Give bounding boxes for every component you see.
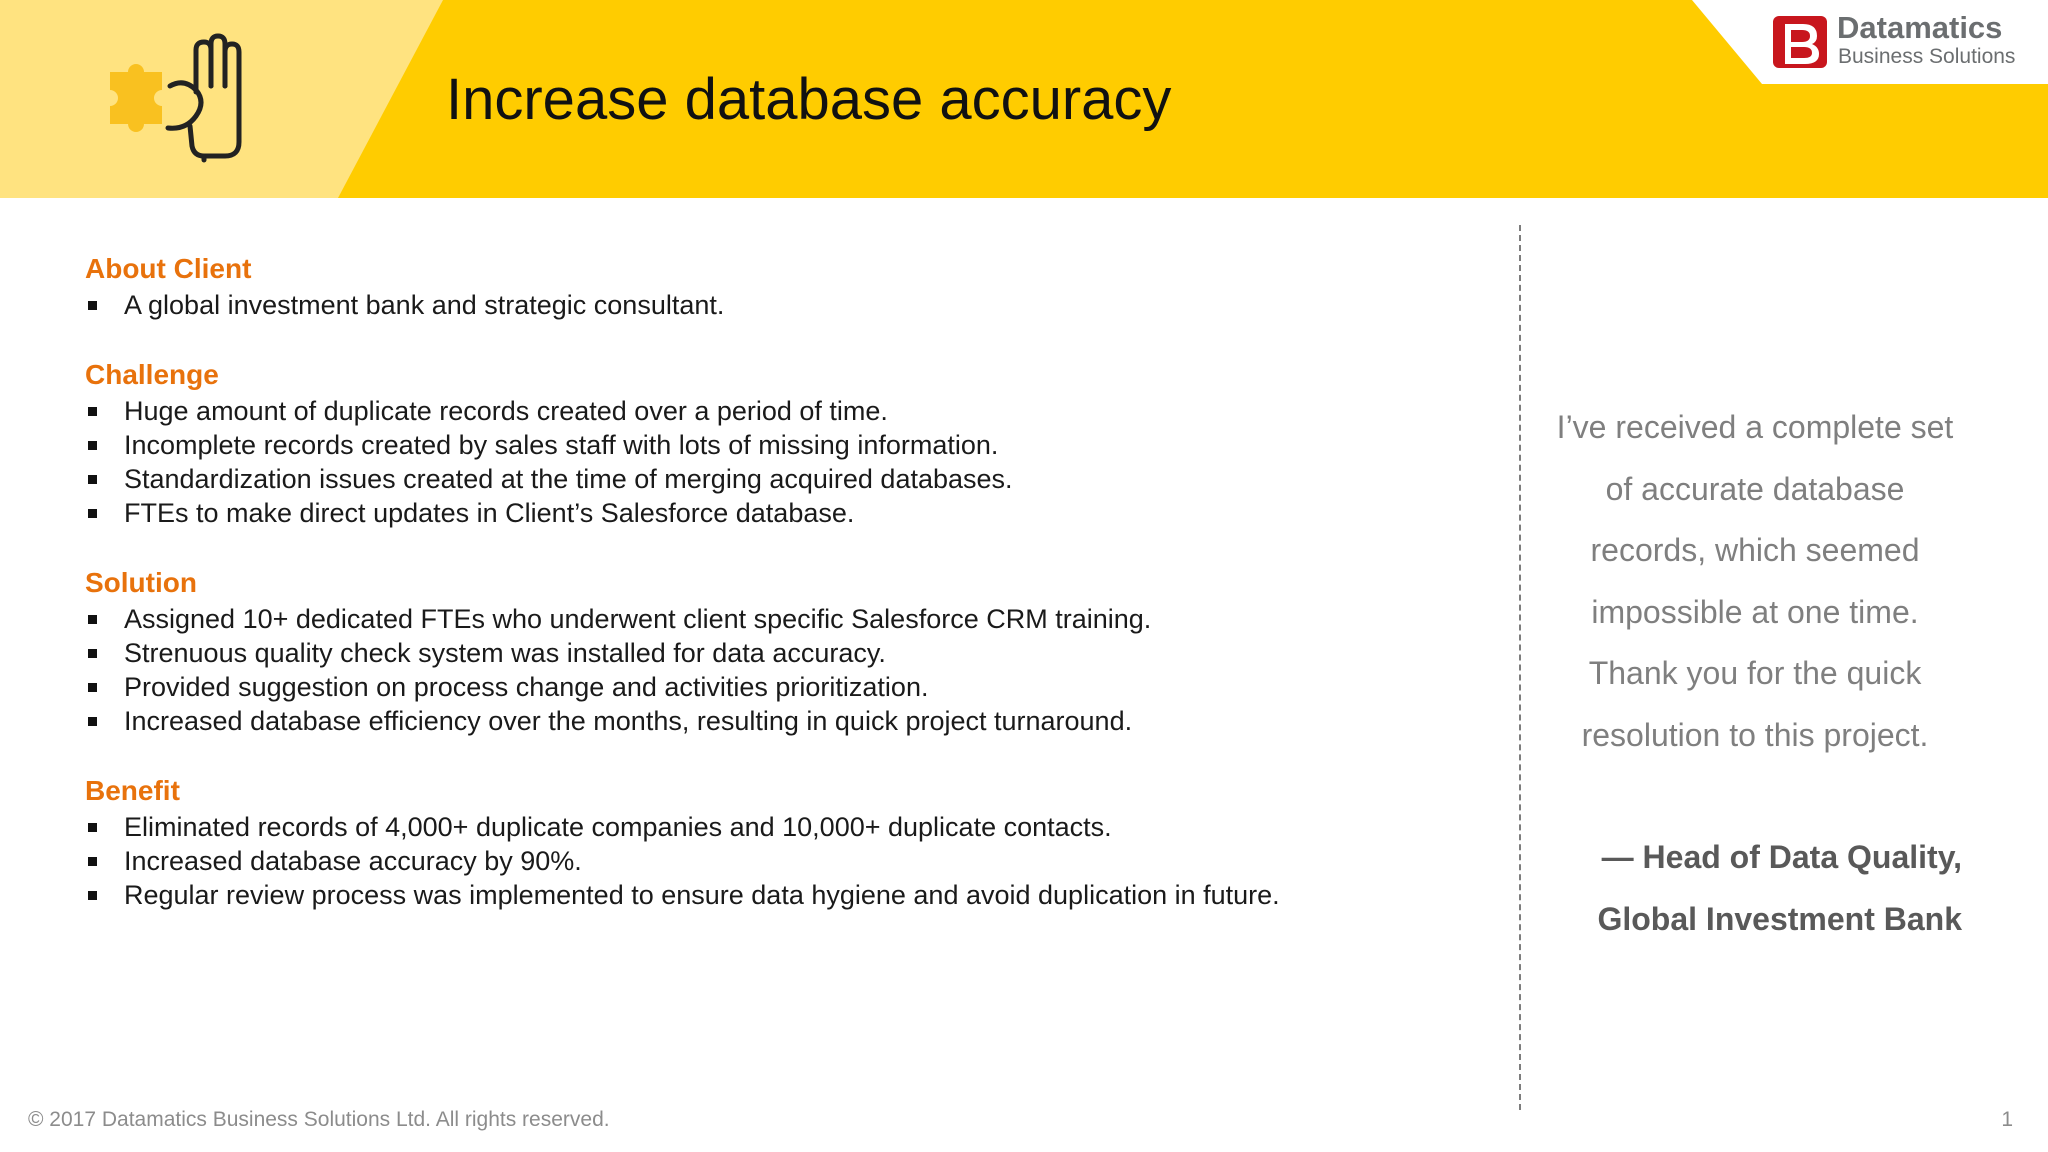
bullet-item: Huge amount of duplicate records created over a period of time. bbox=[85, 394, 1445, 428]
logo-name: Datamatics bbox=[1837, 10, 2003, 45]
bullet-item: Increased database efficiency over the months, resulting in quick project turnaround. bbox=[85, 704, 1445, 738]
section-heading: Benefit bbox=[85, 775, 180, 806]
bullet-item: Provided suggestion on process change and activities prioritization. bbox=[85, 670, 1445, 704]
quote-line: resolution to this project. bbox=[1581, 716, 1929, 753]
case-study-content bbox=[85, 250, 1445, 946]
bullet-item: Incomplete records created by sales staff with lots of missing information. bbox=[85, 428, 1445, 462]
section-benefit bbox=[85, 772, 1445, 912]
section-challenge bbox=[85, 356, 1445, 530]
attribution-line: Global Investment Bank bbox=[1597, 901, 1962, 937]
company-logo bbox=[1692, 0, 2048, 84]
page-title: Increase database accuracy bbox=[446, 67, 1172, 132]
hand-puzzle-icon bbox=[100, 30, 250, 170]
testimonial-quote bbox=[1530, 397, 1980, 766]
bullet-list bbox=[85, 810, 1445, 912]
quote-line: I’ve received a complete set bbox=[1556, 409, 1954, 445]
quote-line: impossible at one time. bbox=[1591, 593, 1919, 630]
bullet-item: Standardization issues created at the time of merging acquired databases. bbox=[85, 462, 1445, 496]
bullet-item: Assigned 10+ dedicated FTEs who underwent client specific Salesforce CRM training. bbox=[85, 602, 1445, 636]
section-solution bbox=[85, 564, 1445, 738]
header-band bbox=[0, 0, 2048, 198]
bullet-item: A global investment bank and strategic consultant. bbox=[85, 288, 1445, 322]
bullet-list bbox=[85, 394, 1445, 530]
copyright-footer: © 2017 Datamatics Business Solutions Ltd. All rights reserved. bbox=[28, 1108, 610, 1131]
section-heading: Solution bbox=[85, 567, 197, 598]
testimonial-attribution bbox=[1530, 826, 1962, 950]
bullet-list bbox=[85, 602, 1445, 738]
bullet-list bbox=[85, 288, 1445, 322]
datamatics-logo-icon bbox=[1773, 16, 1827, 68]
bullet-item: Strenuous quality check system was installed for data accuracy. bbox=[85, 636, 1445, 670]
bullet-item: FTEs to make direct updates in Client’s Salesforce database. bbox=[85, 496, 1445, 530]
attribution-line: — Head of Data Quality, bbox=[1601, 839, 1962, 875]
section-heading: About Client bbox=[85, 253, 252, 284]
bullet-item: Increased database accuracy by 90%. bbox=[85, 844, 1445, 878]
dashed-divider bbox=[1519, 225, 1521, 1110]
bullet-item: Regular review process was implemented to ensure data hygiene and avoid duplication in future. bbox=[85, 878, 1445, 912]
bullet-item: Eliminated records of 4,000+ duplicate companies and 10,000+ duplicate contacts. bbox=[85, 810, 1445, 844]
page-number: 1 bbox=[2001, 1108, 2013, 1131]
quote-line: Thank you for the quick bbox=[1588, 655, 1922, 691]
quote-line: of accurate database bbox=[1605, 470, 1905, 507]
quote-line: records, which seemed bbox=[1590, 532, 1920, 568]
logo-subtitle: Business Solutions bbox=[1838, 45, 2016, 68]
section-heading: Challenge bbox=[85, 359, 219, 390]
section-about-client bbox=[85, 250, 1445, 322]
